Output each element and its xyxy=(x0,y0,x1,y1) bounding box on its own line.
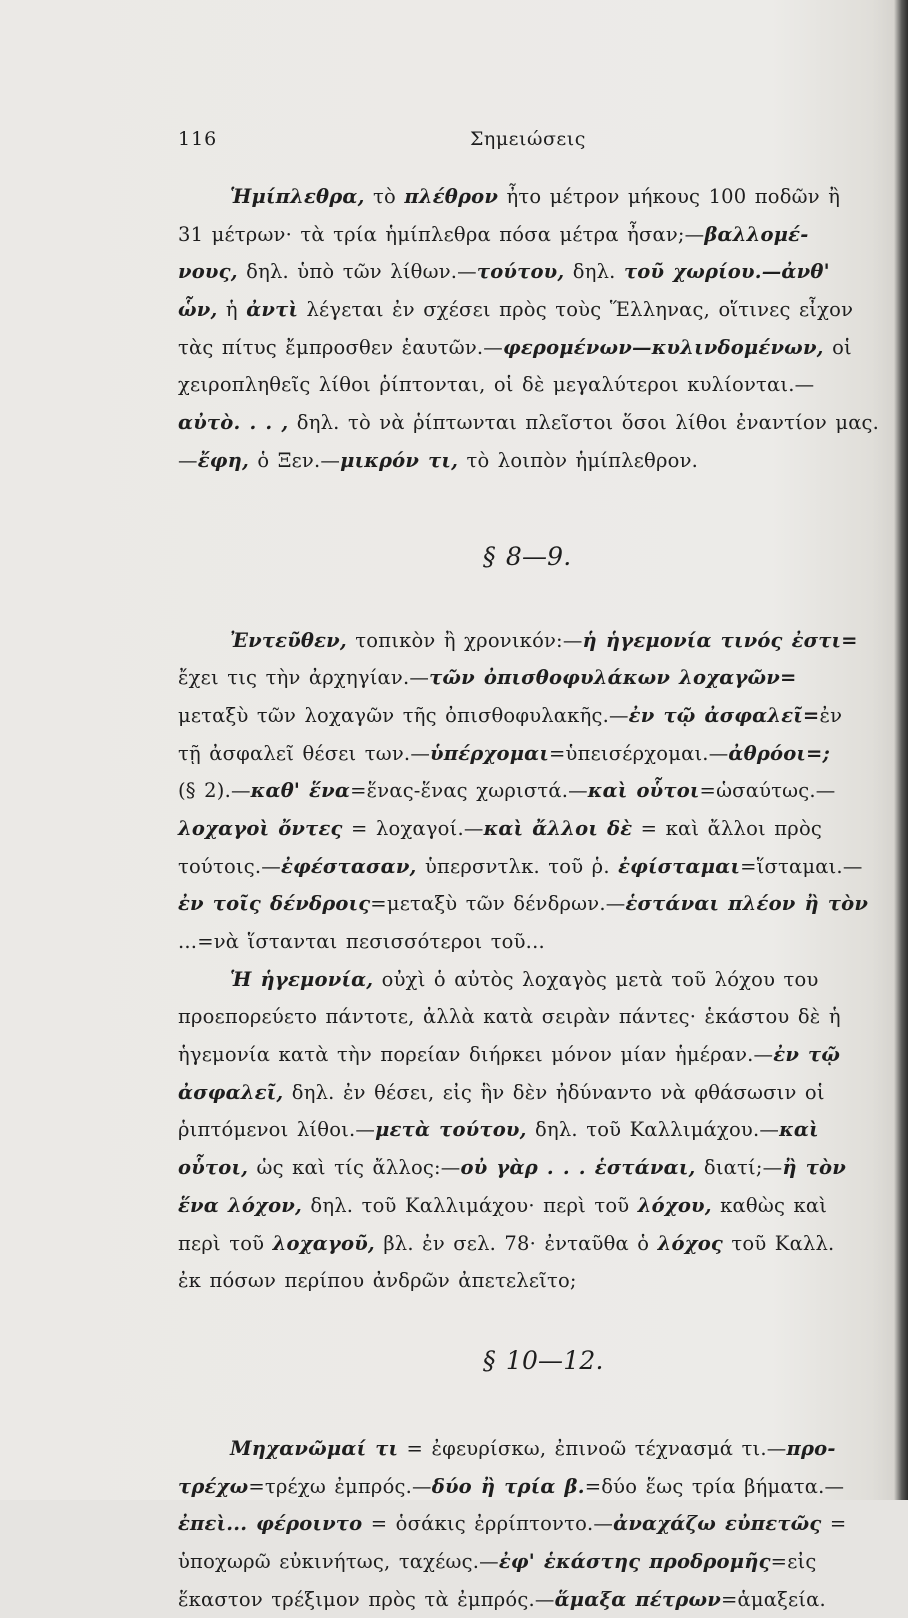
gloss-text: δηλ. τὸ νὰ ῥίπτωνται πλεῖστοι ὅσοι λίθοι ἐναντίον μας. xyxy=(288,411,880,435)
gloss-text: τούτοις.— xyxy=(178,854,281,878)
gloss-text: διατί;— xyxy=(695,1156,783,1180)
text-line xyxy=(178,998,878,1036)
text-line xyxy=(178,659,878,697)
gloss-text: 31 μέτρων· τὰ τρία ἡμίπλεθρα πόσα μέτρα ἦσαν;— xyxy=(178,222,705,246)
lemma: ἀσφαλεῖ, xyxy=(178,1080,284,1104)
lemma: Ἡμίπλεθρα, xyxy=(230,185,365,208)
text-line xyxy=(178,622,878,660)
gloss-text: χειροπληθεῖς λίθοι ῥίπτονται, οἱ δὲ μεγαλύτεροι κυλίονται.— xyxy=(178,373,815,397)
lemma: ἑστάναι πλέον ἢ τὸν xyxy=(625,892,869,916)
page-edge-shadow xyxy=(894,0,908,1500)
gloss-text: δηλ. xyxy=(564,260,624,284)
lemma: ἐφέστασαν, xyxy=(280,854,417,878)
text-line xyxy=(178,329,878,367)
text-line xyxy=(178,1187,878,1225)
gloss-text: =μεταξὺ τῶν δένδρων.— xyxy=(370,892,626,916)
gloss-text: ῥιπτόμενοι λίθοι.— xyxy=(178,1118,376,1142)
text-line xyxy=(178,442,878,480)
lemma: λόχος xyxy=(657,1231,724,1255)
lemma: ἀντὶ xyxy=(246,298,299,322)
lemma: βαλλομέ- xyxy=(704,222,809,246)
lemma: ἐπεὶ... φέροιντο xyxy=(178,1512,363,1536)
text-line xyxy=(178,366,878,404)
gloss-text: τὰς πίτυς ἔμπροσθεν ἑαυτῶν.— xyxy=(178,335,503,359)
lemma: πλέθρον xyxy=(404,185,499,208)
lemma: προ- xyxy=(786,1436,836,1460)
gloss-text: τοπικὸν ἢ χρονικόν:— xyxy=(346,628,583,652)
lemma: Μηχανῶμαί τι xyxy=(230,1436,399,1460)
text-line xyxy=(178,1430,878,1468)
lemma: οὐ γὰρ . . . ἑστάναι, xyxy=(460,1156,696,1180)
lemma: ἢ τὸν xyxy=(782,1156,846,1180)
gloss-text: = ὁσάκις ἐρρίπτοντο.— xyxy=(362,1512,614,1536)
lemma: ὑπέρχομαι xyxy=(430,741,550,765)
gloss-text: =τρέχω ἐμπρός.— xyxy=(248,1474,432,1498)
gloss-text: ...=νὰ ἵστανται πεσισσότεροι τοῦ... xyxy=(178,930,545,953)
gloss-text: =ὡσαύτως.— xyxy=(699,779,836,803)
lemma: καὶ ἄλλοι δὲ xyxy=(483,816,633,840)
lemma: ἀθρόοι=; xyxy=(728,741,830,765)
gloss-text: =εἰς xyxy=(770,1549,817,1573)
gloss-text: τοῦ Καλλ. xyxy=(723,1231,835,1255)
gloss-text: δηλ. τοῦ Καλλιμάχου.— xyxy=(526,1118,780,1142)
text-line xyxy=(178,772,878,810)
gloss-text: τῇ ἀσφαλεῖ θέσει των.— xyxy=(178,741,431,765)
running-title: Σημειώσεις xyxy=(470,128,586,150)
lemma: καθ' ἕνα xyxy=(250,779,351,803)
lemma: καὶ οὗτοι xyxy=(587,779,700,803)
gloss-text: προεπορεύετο πάντοτε, ἀλλὰ κατὰ σειρὰν πάντες· ἑκάστου δὲ ἡ xyxy=(178,1005,841,1029)
gloss-text: ὑπερσντλκ. τοῦ ῥ. xyxy=(416,854,619,878)
gloss-text: τὸ xyxy=(364,185,405,208)
lemma: ἅμαξα πέτρων xyxy=(554,1587,721,1611)
lemma: Ἡ ἡγεμονία, xyxy=(230,967,374,991)
gloss-text: =ἕνας-ἕνας χωριστά.— xyxy=(350,779,588,803)
lemma: νους, xyxy=(178,260,238,284)
page-number: 116 xyxy=(178,128,218,150)
gloss-text: ὁ Ξεν.— xyxy=(248,448,341,472)
gloss-text: καθὼς καὶ xyxy=(711,1193,828,1217)
gloss-text: περὶ τοῦ xyxy=(178,1231,273,1255)
gloss-text: — xyxy=(178,448,198,472)
gloss-text: (§ 2).— xyxy=(178,779,251,803)
text-line xyxy=(178,291,878,329)
lemma: λόχου, xyxy=(637,1193,712,1217)
lemma: ἕνα λόχον, xyxy=(178,1193,303,1217)
lemma: ἐν τοῖς δένδροις xyxy=(178,892,371,916)
lemma: οὗτοι, xyxy=(178,1156,249,1180)
text-line xyxy=(178,848,878,886)
lemma: τοῦ χωρίου.—ἀνθ' xyxy=(623,260,830,284)
gloss-text: ἦτο μέτρον μήκους 100 ποδῶν ἢ xyxy=(498,185,841,208)
text-line xyxy=(178,216,878,254)
gloss-text: ὡς καὶ τίς ἄλλος:— xyxy=(248,1156,461,1180)
text-line xyxy=(178,1262,878,1300)
gloss-text: ἡ xyxy=(217,298,247,322)
lemma: φερομένων—κυλινδομένων, xyxy=(503,335,824,359)
gloss-text: οὐχὶ ὁ αὐτὸς λοχαγὸς μετὰ τοῦ λόχου του xyxy=(373,967,819,991)
section-heading-10-12: § 10—12. xyxy=(483,1345,604,1375)
text-line xyxy=(178,697,878,735)
text-line xyxy=(178,178,878,216)
text-line xyxy=(178,1505,878,1543)
lemma: τῶν ὀπισθοφυλάκων λοχαγῶν= xyxy=(429,666,797,690)
gloss-text: =δύο ἕως τρία βήματα.— xyxy=(584,1474,845,1498)
lemma: μικρόν τι, xyxy=(340,448,459,472)
lemma: καὶ xyxy=(779,1118,819,1142)
text-line xyxy=(178,923,878,961)
lemma: δύο ἢ τρία β. xyxy=(431,1474,585,1498)
gloss-text: ἕκαστον τρέξιμον πρὸς τὰ ἐμπρός.— xyxy=(178,1587,555,1611)
text-line xyxy=(178,404,878,442)
gloss-text: =ἁμαξεία. xyxy=(720,1587,826,1611)
lemma: τούτου, xyxy=(476,260,565,284)
gloss-text: δηλ. ἐν θέσει, εἰς ἣν δὲν ἠδύναντο νὰ φθάσωσιν οἱ xyxy=(283,1080,825,1104)
gloss-text: δηλ. τοῦ Καλλιμάχου· περὶ τοῦ xyxy=(302,1193,638,1217)
lemma: ὧν, xyxy=(178,298,218,322)
gloss-text: οἱ xyxy=(823,335,852,359)
gloss-text: = ἐφευρίσκω, ἐπινοῶ τέχνασμά τι.— xyxy=(398,1436,787,1460)
gloss-text: ἔχει τις τὴν ἀρχηγίαν.— xyxy=(178,666,430,690)
gloss-text: βλ. ἐν σελ. 78· ἐνταῦθα ὁ xyxy=(374,1231,658,1255)
lemma: λοχαγοὶ ὄντες xyxy=(178,816,343,840)
gloss-text: ἐκ πόσων περίπου ἀνδρῶν ἀπετελεῖτο; xyxy=(178,1269,577,1293)
text-line xyxy=(178,1581,878,1618)
lemma: ἀναχάζω εὐπετῶς xyxy=(613,1512,822,1536)
notes-block-2 xyxy=(178,622,878,1300)
lemma: αὐτὸ. . . , xyxy=(178,411,289,435)
gloss-text: τὸ λοιπὸν ἡμίπλεθρον. xyxy=(458,448,699,472)
lemma: ἔφη, xyxy=(197,448,249,472)
text-line xyxy=(178,735,878,773)
lemma: ἡ ἡγεμονία τινός ἐστι= xyxy=(582,628,858,652)
text-line xyxy=(178,1111,878,1149)
text-line xyxy=(178,1036,878,1074)
gloss-text: = xyxy=(821,1512,847,1536)
text-line xyxy=(178,1074,878,1112)
lemma: ἐν τῷ xyxy=(773,1043,841,1067)
gloss-text: δηλ. ὑπὸ τῶν λίθων.— xyxy=(237,260,477,284)
gloss-text: =ὑπεισέρχομαι.— xyxy=(549,741,729,765)
text-line xyxy=(178,810,878,848)
gloss-text: ἐν xyxy=(819,703,843,727)
lemma: Ἐντεῦθεν, xyxy=(230,628,347,652)
notes-block-1 xyxy=(178,178,878,480)
text-line xyxy=(178,1225,878,1263)
gloss-text: λέγεται ἐν σχέσει πρὸς τοὺς Ἕλληνας, οἵτινες εἶχον xyxy=(298,298,854,322)
gloss-text: ἡγεμονία κατὰ τὴν πορείαν διήρκει μόνον μίαν ἡμέραν.— xyxy=(178,1043,774,1067)
lemma: ἐφ' ἑκάστης προδρομῆς xyxy=(498,1549,771,1573)
gloss-text: = λοχαγοί.— xyxy=(342,816,484,840)
section-heading-8-9: § 8—9. xyxy=(483,541,572,571)
gloss-text: = καὶ ἄλλοι πρὸς xyxy=(632,816,823,840)
text-line xyxy=(178,1543,878,1581)
lemma: ἐφίσταμαι xyxy=(618,854,741,878)
gloss-text: μεταξὺ τῶν λοχαγῶν τῆς ὀπισθοφυλακῆς.— xyxy=(178,703,629,727)
lemma: λοχαγοῦ, xyxy=(272,1231,375,1255)
gloss-text: ὑποχωρῶ εὐκινήτως, ταχέως.— xyxy=(178,1549,499,1573)
notes-block-3 xyxy=(178,1430,878,1618)
gloss-text: =ἵσταμαι.— xyxy=(740,854,863,878)
page-body xyxy=(178,178,878,1618)
lemma: μετὰ τούτου, xyxy=(375,1118,527,1142)
text-line xyxy=(178,253,878,291)
lemma: ἐν τῷ ἀσφαλεῖ= xyxy=(628,703,820,727)
text-line xyxy=(178,1149,878,1187)
text-line xyxy=(178,885,878,923)
lemma: τρέχω xyxy=(178,1474,249,1498)
page-header xyxy=(0,128,908,158)
text-line xyxy=(178,961,878,999)
